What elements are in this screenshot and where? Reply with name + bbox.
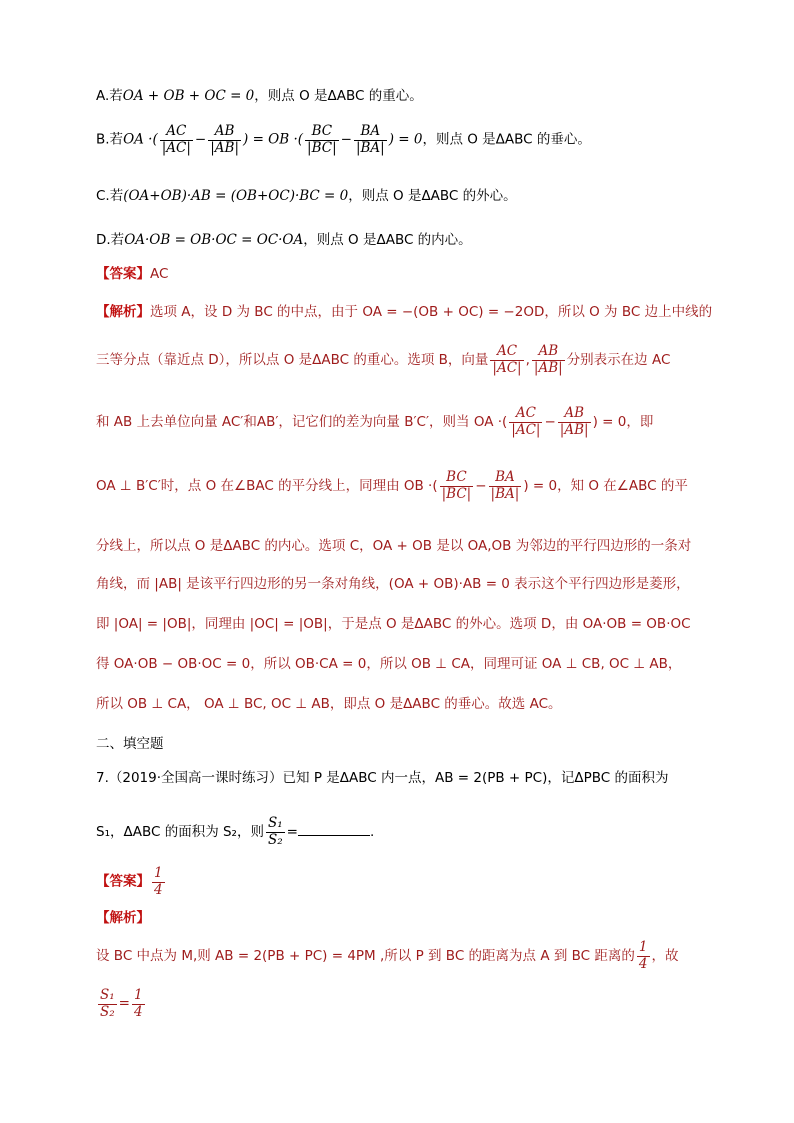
option-c: C.若(OA+OB)·AB = (OB+OC)·BC = 0，则点 O 是ΔABC 的外心。 xyxy=(96,188,517,204)
analysis-1-line-9: 所以 OB ⊥ CA， OA ⊥ BC, OC ⊥ AB，即点 O 是ΔABC 的垂心。故选 AC。 xyxy=(96,696,562,712)
option-b: B.若OA ·( $\frac{AC}{|AC|}$ − $\frac{AB}{|AB|}$ ) = OB ·( $\frac{BC}{|BC|}$ − $\frac{BA}{|BA|}$ ) = 0，则点 O 是ΔABC 的垂心。 xyxy=(96,123,591,156)
analysis-2-line-2: $\frac{\text{S₁}}{\text{S₂}}$ = $\frac{1}{4}$ xyxy=(100,987,143,1020)
analysis-1-line-8: 得 OA·OB − OB·OC = 0，所以 OB·CA = 0，所以 OB ⊥ CA，同理可证 OA ⊥ CB, OC ⊥ AB， xyxy=(96,656,682,672)
question-7-line-2: S₁，ΔABC 的面积为 S₂，则 $\frac{\text{S₁}}{\text{S₂}}$ = . xyxy=(96,815,375,848)
analysis-2-line-1: 设 BC 中点为 M,则 AB = 2(PB + PC) = 4PM ,所以 P 到 BC 的距离为点 A 到 BC 距离的 $\frac{1}{4}$ ，故 xyxy=(96,939,679,972)
analysis-1-line-5: 分线上，所以点 O 是ΔABC 的内心。选项 C，OA + OB 是以 OA,OB 为邻边的平行四边形的一条对 xyxy=(96,538,692,554)
analysis-1-line-7: 即 |OA| = |OB|，同理由 |OC| = |OB|，于是点 O 是ΔABC 的外心。选项 D，由 OA·OB = OB·OC xyxy=(96,616,691,632)
answer-1: 【答案】AC xyxy=(96,266,169,282)
analysis-2-label: 【解析】 xyxy=(96,910,150,926)
analysis-1-line-6: 角线，而 |AB| 是该平行四边形的另一条对角线，(OA + OB)·AB = 0 表示这个平行四边形是菱形， xyxy=(96,576,690,592)
analysis-1-line-3: 和 AB 上去单位向量 AC′和AB′，记它们的差为向量 B′C′，则当 OA ·( $\frac{AC}{|AC|}$ − $\frac{AB}{|AB|}$ ) = 0，即 xyxy=(96,405,654,438)
analysis-1-line-2: 三等分点（靠近点 D），所以点 O 是ΔABC 的重心。选项 B，向量 $\frac{AC}{|AC|}$ , $\frac{AB}{|AB|}$ 分别表示在边 AC xyxy=(96,343,671,376)
fraction: $\frac{AC}{|AC|}$ xyxy=(161,123,191,156)
analysis-1-line-4: OA ⊥ B′C′时，点 O 在∠BAC 的平分线上，同理由 OB ·( $\frac{BC}{|BC|}$ − $\frac{BA}{|BA|}$ ) = 0，知 O 在∠ABC 的平 xyxy=(96,469,688,502)
answer-2: 【答案】 $\frac{1}{4}$ xyxy=(96,865,163,898)
answer-blank xyxy=(298,835,370,836)
analysis-1-line-1: 【解析】选项 A，设 D 为 BC 的中点，由于 OA = −(OB + OC) = −2OD，所以 O 为 BC 边上中线的 xyxy=(96,304,713,320)
fraction: $\frac{AB}{|AB|}$ xyxy=(210,123,240,156)
option-a: A.若OA + OB + OC = 0，则点 O 是ΔABC 的重心。 xyxy=(96,88,423,104)
fraction: $\frac{BA}{|BA|}$ xyxy=(355,123,385,156)
option-d: D.若OA·OB = OB·OC = OC·OA，则点 O 是ΔABC 的内心。 xyxy=(96,232,472,248)
question-7-line-1: 7.（2019·全国高一课时练习）已知 P 是ΔABC 内一点，AB = 2(PB + PC)，记ΔPBC 的面积为 xyxy=(96,770,669,786)
section-heading: 二、填空题 xyxy=(96,736,164,752)
fraction: $\frac{BC}{|BC|}$ xyxy=(307,123,337,156)
